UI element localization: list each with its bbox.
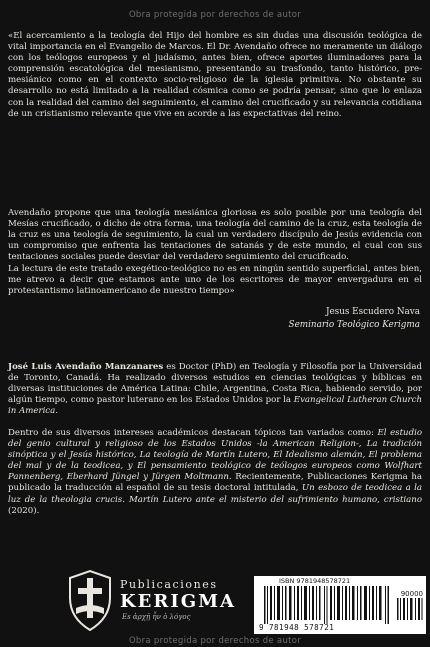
reviewer-name: Jesus Escudero Nava <box>325 307 420 317</box>
author-bio-text: es Doctor (PhD) en Teología y Filosofía por la Universidad de Toronto, Canadá. Ha realizado diversos estudios en ciencias teológicas y bíblicas en diversas instituciones de América Latina: Chile, Argentina, Costa Rica, habiendo servido, por algún tiempo, como pastor luterano en los Estados Unidos por la <box>8 362 422 406</box>
reviewer-organization: Seminario Teológico Kerigma <box>288 320 420 330</box>
copyright-watermark-top: Obra protegida por derechos de autor <box>128 10 302 20</box>
review-paragraph-1: «El acercamiento a la teología del Hijo del hombre es sin dudas una discusión teológica de vital importancia en el Evangelio de Marcos. El Dr. Avendaño ofrece no meramente un diálogo con los teólogos europeos y el judaísmo, antes bien, ofrece aportes iluminadores para la comprensión escatológica del mesianismo, presentando su trasfondo, tanto histórico, pre-mesiánico como en el contexto socio-religioso de la iglesia primitiva. No obstante su desarrollo no está limitado a la realidad cósmica como se podría pensar, sino que lo enlaza con la realidad del camino del seguimiento, el camino del crucificado y su relevancia cotidiana de un cristianismo relevante que vive en acorde a las expectativas del reino. <box>8 31 422 119</box>
recent-publication-text: . Recientemente, Publicaciones Kerigma ha publicado la traducción al español de su tesis doctoral intitulada, <box>8 472 422 494</box>
thesis-title: Un esbozo de teodicea a la luz de la theologia crucis. Martín Lutero ante el misterio del sufrimiento humano, cristiano <box>8 483 422 505</box>
barcode-bars <box>264 586 390 624</box>
publisher-motto: Es ἀρχῇ ἦν ὁ λόγος <box>122 613 191 621</box>
price-barcode-bars <box>397 598 423 620</box>
isbn-barcode <box>254 576 426 634</box>
author-bio-paragraph-1 <box>8 362 422 417</box>
author-bio-paragraph-2 <box>8 428 422 517</box>
price-code: 90000 <box>400 590 423 598</box>
interest-titles: El estudio del genio cultural y religioso de los Estados Unidos -la American Religion-, La tradición sinóptica y el Jesús histórico, La teología de Martín Lutero, El Idealismo alemán, El problema del mal y de la teodicea, y El pensamiento teológico de teólogos europeos como Wolfhart Pannenberg, Eberhard Jüngel y Jürgen Moltmann <box>8 428 422 483</box>
thesis-year: (2020). <box>8 505 40 516</box>
church-name: Evangelical Lutheran Church in America <box>8 395 423 417</box>
author-bio-end: . <box>55 406 58 417</box>
barcode-number: 9 781948 578721 <box>259 623 335 632</box>
review-paragraph-2: Avendaño propone que una teología mesiánica gloriosa es solo posible por una teología del Mesías crucificado, o dicho de otra forma, una teología del camino de la cruz, esta teología de la cruz es una teología de seguimiento, la cual un verdadero discípulo de Jesús evidencia con un compromiso que enfrenta las tentaciones de satanás y de este mundo, el cual con sus tentaciones sociales puede desviar del verdadero seguimiento del crucificado. <box>8 208 422 263</box>
publisher-line: Publicaciones <box>120 578 218 591</box>
interests-intro: Dentro de sus diversos intereses académicos destacan tópicos tan variados como: <box>8 428 378 438</box>
copyright-watermark-bottom: Obra protegida por derechos de autor <box>128 636 302 646</box>
publisher-brand: KERIGMA <box>120 591 237 612</box>
author-name: José Luis Avendaño Manzanares <box>8 362 164 372</box>
review-paragraph-3: La lectura de este tratado exegético-teológico no es en ningún sentido superficial, antes bien, me atrevo a decir que estamos ante uno de los escritores de mayor envergadura en el protestantismo latinoamericano de nuestro tiempo» <box>8 264 422 297</box>
publisher-logo <box>66 568 236 638</box>
shield-cross-icon <box>66 568 114 634</box>
isbn-label: ISBN 9781948578721 <box>279 577 351 585</box>
